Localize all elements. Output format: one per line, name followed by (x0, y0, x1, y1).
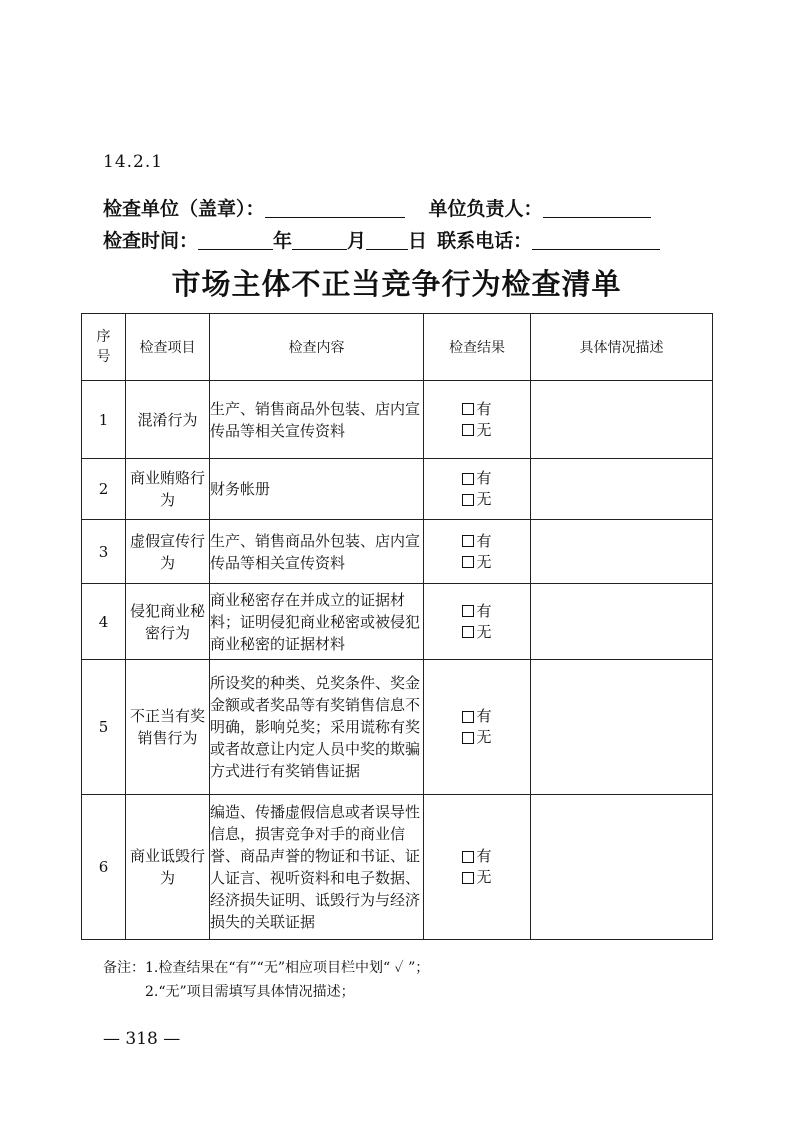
table-row (82, 795, 713, 940)
day-field[interactable] (366, 231, 408, 250)
header-line-time (103, 226, 660, 253)
checkbox-icon (462, 424, 474, 436)
row-index: 5 (82, 660, 126, 795)
notes (103, 956, 429, 1004)
row-result (424, 584, 531, 660)
row-content: 生产、销售商品外包装、店内宣传品等相关宣传资料 (210, 520, 424, 584)
row-item: 混淆行为 (126, 381, 210, 459)
inspect-time-label: 检查时间： (103, 230, 199, 252)
checkbox-icon (462, 403, 474, 415)
row-content: 商业秘密存在并成立的证据材料；证明侵犯商业秘密或被侵犯商业秘密的证据材料 (210, 584, 424, 660)
row-index: 1 (82, 381, 126, 459)
row-result (424, 459, 531, 520)
row-item: 商业贿赂行为 (126, 459, 210, 520)
row-item: 不正当有奖销售行为 (126, 660, 210, 795)
result-no-checkbox[interactable]: 无 (462, 867, 491, 888)
header-item: 检查项目 (126, 314, 210, 381)
row-index: 4 (82, 584, 126, 660)
checkbox-icon (462, 473, 474, 485)
checkbox-icon (462, 535, 474, 547)
year-field[interactable] (198, 231, 273, 250)
note-line-1: 备注：1.检查结果在“有”“无”相应项目栏中划“ ✓ ”； (103, 960, 430, 976)
header-index: 序号 (82, 314, 126, 381)
note-line-2: 2.“无”项目需填写具体情况描述； (145, 984, 355, 1000)
checkbox-icon (462, 851, 474, 863)
row-description[interactable] (531, 381, 713, 459)
day-label: 日 (408, 230, 428, 252)
result-yes-checkbox[interactable]: 有 (462, 706, 491, 727)
row-content: 生产、销售商品外包装、店内宣传品等相关宣传资料 (210, 381, 424, 459)
row-content: 财务帐册 (210, 459, 424, 520)
header-result: 检查结果 (424, 314, 531, 381)
checkbox-icon (462, 732, 474, 744)
row-index: 3 (82, 520, 126, 584)
row-description[interactable] (531, 795, 713, 940)
checkbox-icon (462, 872, 474, 884)
row-description[interactable] (531, 520, 713, 584)
result-no-checkbox[interactable]: 无 (462, 622, 491, 643)
row-result (424, 660, 531, 795)
unit-head-field[interactable] (543, 199, 651, 218)
year-label: 年 (273, 230, 293, 252)
row-index: 2 (82, 459, 126, 520)
section-number: 14.2.1 (103, 152, 164, 172)
checkbox-icon (462, 626, 474, 638)
checkbox-icon (462, 556, 474, 568)
table-row (82, 584, 713, 660)
phone-field[interactable] (532, 231, 660, 250)
row-item: 侵犯商业秘密行为 (126, 584, 210, 660)
result-yes-checkbox[interactable]: 有 (462, 601, 491, 622)
table-row (82, 381, 713, 459)
row-result (424, 520, 531, 584)
checkbox-icon (462, 711, 474, 723)
inspect-unit-label: 检查单位（盖章）： (103, 198, 265, 220)
result-no-checkbox[interactable]: 无 (462, 420, 491, 441)
document-title: 市场主体不正当竞争行为检查清单 (171, 267, 622, 301)
header-description: 具体情况描述 (531, 314, 713, 381)
table-header-row (82, 314, 713, 381)
table-row (82, 520, 713, 584)
inspect-unit-field[interactable] (265, 199, 405, 218)
month-field[interactable] (292, 231, 347, 250)
row-content: 所设奖的种类、兑奖条件、奖金金额或者奖品等有奖销售信息不明确，影响兑奖；采用谎称有奖或者故意让内定人员中奖的欺骗方式进行有奖销售证据 (210, 660, 424, 795)
row-index: 6 (82, 795, 126, 940)
page-number: — 318 — (103, 1029, 181, 1049)
row-result (424, 795, 531, 940)
checkbox-icon (462, 494, 474, 506)
table-row (82, 459, 713, 520)
row-result (424, 381, 531, 459)
inspection-table (81, 313, 713, 940)
result-yes-checkbox[interactable]: 有 (462, 399, 491, 420)
header-content: 检查内容 (210, 314, 424, 381)
row-item: 商业诋毁行为 (126, 795, 210, 940)
result-no-checkbox[interactable]: 无 (462, 727, 491, 748)
checkbox-icon (462, 605, 474, 617)
result-no-checkbox[interactable]: 无 (462, 489, 491, 510)
row-description[interactable] (531, 660, 713, 795)
result-yes-checkbox[interactable]: 有 (462, 468, 491, 489)
row-description[interactable] (531, 459, 713, 520)
row-item: 虚假宣传行为 (126, 520, 210, 584)
row-description[interactable] (531, 584, 713, 660)
row-content: 编造、传播虚假信息或者误导性信息，损害竞争对手的商业信誉、商品声誉的物证和书证、证人证言、视听资料和电子数据、经济损失证明、诋毁行为与经济损失的关联证据 (210, 795, 424, 940)
result-yes-checkbox[interactable]: 有 (462, 846, 491, 867)
month-label: 月 (347, 230, 367, 252)
result-no-checkbox[interactable]: 无 (462, 552, 491, 573)
unit-head-label: 单位负责人： (428, 198, 543, 220)
table-row (82, 660, 713, 795)
header-line-unit (103, 194, 651, 221)
phone-label: 联系电话： (437, 230, 533, 252)
result-yes-checkbox[interactable]: 有 (462, 531, 491, 552)
